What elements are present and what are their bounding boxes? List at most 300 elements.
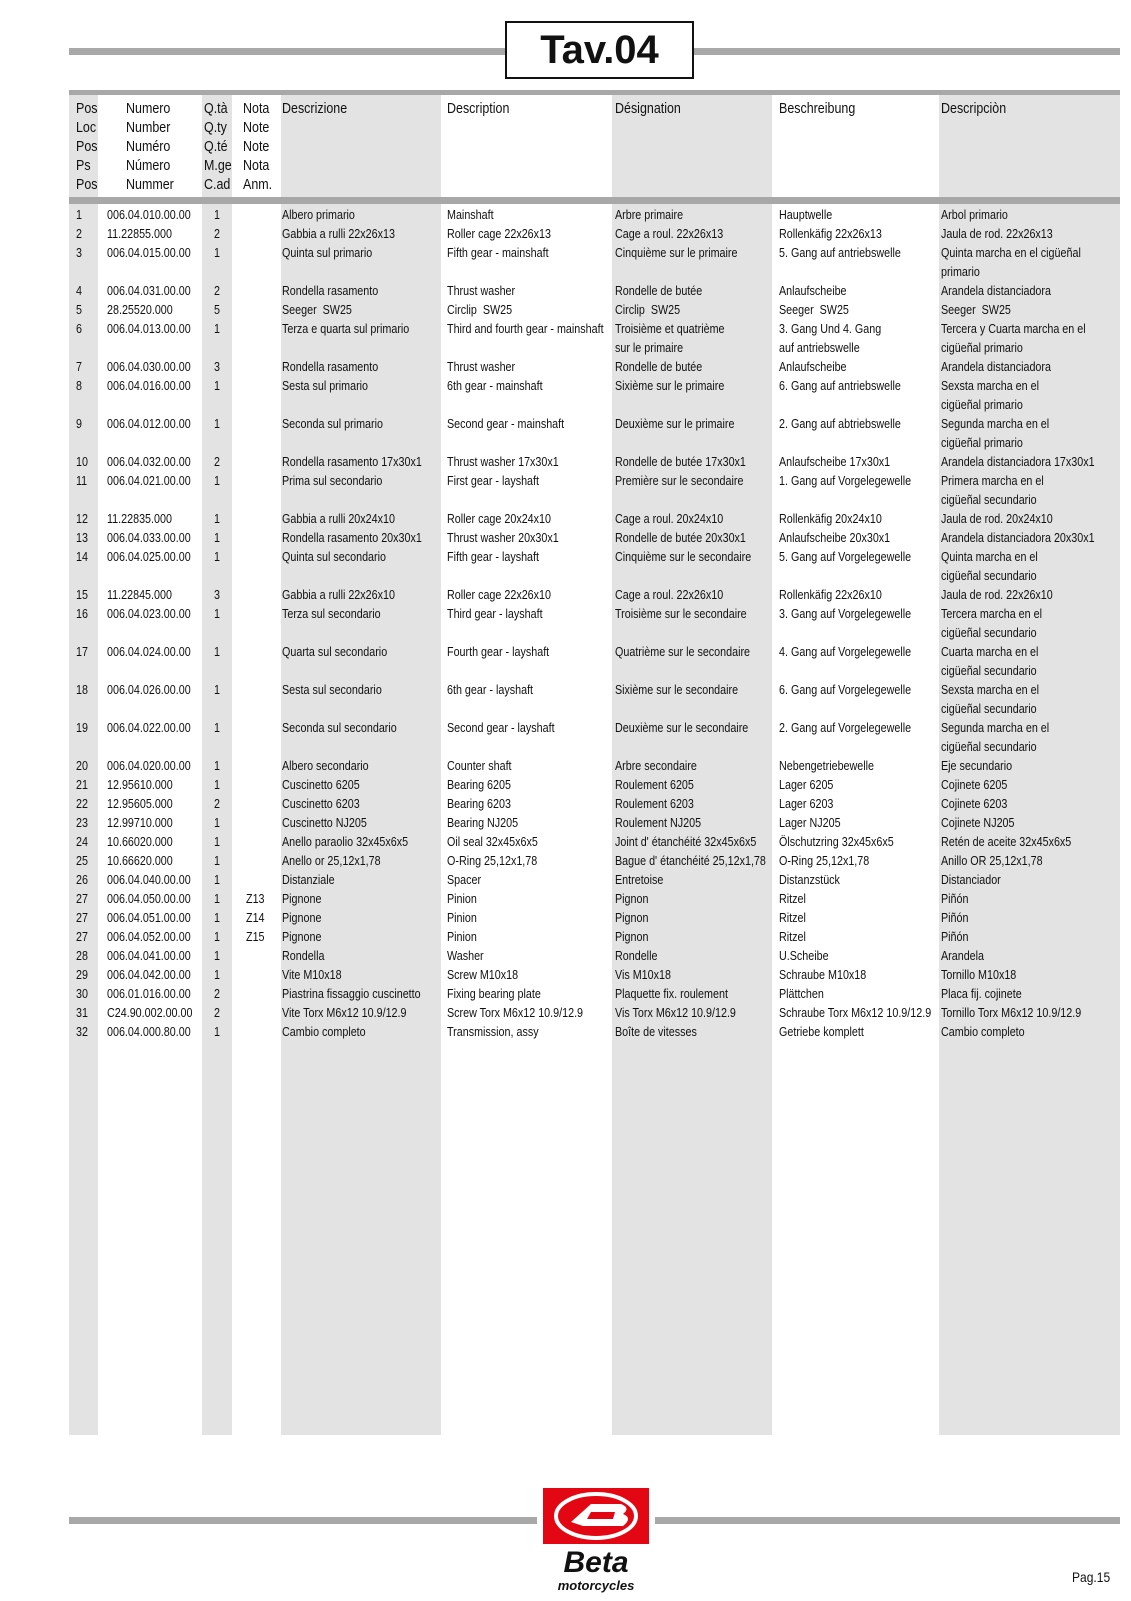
cell-desc-fr: Pignon	[615, 911, 649, 925]
cell-desc-en: Third gear - layshaft	[447, 607, 543, 621]
table-row	[0, 871, 1131, 890]
cell-desc-en: Bearing 6203	[447, 797, 511, 811]
cell-desc-it: Gabbia a rulli 22x26x13	[282, 227, 395, 241]
cell-number: 006.04.016.00.00	[107, 379, 191, 393]
cell-number: 11.22835.000	[107, 512, 172, 526]
cell-desc-en: Counter shaft	[447, 759, 512, 773]
cell-number: 006.04.052.00.00	[107, 930, 191, 944]
cell-desc-it: Seconda sul secondario	[282, 721, 397, 735]
cell-desc-fr: Rondelle de butée 17x30x1	[615, 455, 746, 469]
cell-pos: 27	[76, 930, 88, 944]
cell-pos: 16	[76, 607, 88, 621]
cell-desc-it: Rondella	[282, 949, 325, 963]
cell-desc-de: 6. Gang auf antriebswelle	[779, 379, 901, 393]
cell-qty: 1	[214, 968, 220, 982]
cell-desc-fr: Arbre secondaire	[615, 759, 697, 773]
cell-desc-en: Thrust washer 17x30x1	[447, 455, 559, 469]
cell-desc-fr: Première sur le secondaire	[615, 474, 744, 488]
cell-qty: 1	[214, 550, 220, 564]
cell-pos: 20	[76, 759, 88, 773]
cell-qty: 1	[214, 854, 220, 868]
cell-number: 006.04.021.00.00	[107, 474, 191, 488]
cell-desc-de: Anlaufscheibe 17x30x1	[779, 455, 891, 469]
cell-number: 006.01.016.00.00	[107, 987, 191, 1001]
table-row	[0, 586, 1131, 605]
cell-qty: 1	[214, 721, 220, 735]
cell-desc-it: Vite Torx M6x12 10.9/12.9	[282, 1006, 407, 1020]
cell-number: 006.04.050.00.00	[107, 892, 191, 906]
cell-desc-es: Quinta marcha en el cigüeñal primario	[941, 246, 1081, 279]
cell-number: 006.04.030.00.00	[107, 360, 191, 374]
cell-desc-de: 6. Gang auf Vorgelegewelle	[779, 683, 912, 697]
cell-qty: 2	[214, 797, 220, 811]
cell-number: 006.04.024.00.00	[107, 645, 191, 659]
top-rule-left	[69, 48, 505, 55]
table-row	[0, 548, 1131, 586]
cell-desc-es: Jaula de rod. 22x26x10	[941, 588, 1053, 602]
cell-pos: 19	[76, 721, 88, 735]
page-title: Tav.04	[505, 21, 694, 79]
table-row	[0, 643, 1131, 681]
cell-qty: 3	[214, 588, 220, 602]
cell-number: 006.04.023.00.00	[107, 607, 191, 621]
cell-desc-it: Rondella rasamento 20x30x1	[282, 531, 422, 545]
cell-qty: 1	[214, 892, 220, 906]
cell-qty: 1	[214, 949, 220, 963]
cell-desc-en: Washer	[447, 949, 484, 963]
cell-desc-en: Roller cage 20x24x10	[447, 512, 551, 526]
cell-qty: 2	[214, 227, 220, 241]
cell-desc-fr: Arbre primaire	[615, 208, 684, 222]
cell-desc-en: Screw Torx M6x12 10.9/12.9	[447, 1006, 584, 1020]
cell-pos: 4	[76, 284, 82, 298]
cell-desc-fr: Entretoise	[615, 873, 664, 887]
table-row	[0, 225, 1131, 244]
cell-desc-it: Gabbia a rulli 22x26x10	[282, 588, 395, 602]
cell-pos: 31	[76, 1006, 88, 1020]
cell-qty: 1	[214, 417, 220, 431]
cell-desc-en: Pinion	[447, 892, 477, 906]
cell-desc-it: Terza sul secondario	[282, 607, 381, 621]
cell-desc-fr: Boîte de vitesses	[615, 1025, 697, 1039]
cell-desc-es: Arandela distanciadora	[941, 360, 1051, 374]
cell-desc-es: Distanciador	[941, 873, 1001, 887]
cell-number: 006.04.033.00.00	[107, 531, 191, 545]
cell-number: 28.25520.000	[107, 303, 173, 317]
cell-number: 006.04.025.00.00	[107, 550, 191, 564]
cell-desc-it: Quarta sul secondario	[282, 645, 388, 659]
cell-number: 006.04.051.00.00	[107, 911, 191, 925]
table-row	[0, 244, 1131, 282]
cell-desc-de: O-Ring 25,12x1,78	[779, 854, 870, 868]
cell-number: 006.04.013.00.00	[107, 322, 191, 336]
cell-number: 006.04.022.00.00	[107, 721, 191, 735]
cell-desc-it: Seconda sul primario	[282, 417, 383, 431]
cell-desc-it: Cambio completo	[282, 1025, 366, 1039]
cell-desc-de: Distanzstück	[779, 873, 840, 887]
cell-qty: 1	[214, 607, 220, 621]
cell-qty: 1	[214, 512, 220, 526]
cell-desc-de: U.Scheibe	[779, 949, 829, 963]
cell-desc-fr: Deuxième sur le primaire	[615, 417, 735, 431]
cell-desc-es: Arbol primario	[941, 208, 1008, 222]
cell-desc-de: Ritzel	[779, 930, 806, 944]
table-row	[0, 833, 1131, 852]
cell-qty: 1	[214, 208, 220, 222]
cell-pos: 25	[76, 854, 88, 868]
cell-desc-it: Gabbia a rulli 20x24x10	[282, 512, 395, 526]
cell-desc-en: Fixing bearing plate	[447, 987, 541, 1001]
cell-number: 006.04.012.00.00	[107, 417, 191, 431]
cell-desc-es: Arandela	[941, 949, 985, 963]
table-row	[0, 814, 1131, 833]
cell-desc-fr: Roulement NJ205	[615, 816, 702, 830]
cell-desc-en: O-Ring 25,12x1,78	[447, 854, 538, 868]
cell-desc-en: Fifth gear - mainshaft	[447, 246, 549, 260]
cell-desc-it: Sesta sul primario	[282, 379, 369, 393]
cell-number: 006.04.041.00.00	[107, 949, 191, 963]
table-row	[0, 605, 1131, 643]
cell-desc-en: Screw M10x18	[447, 968, 519, 982]
cell-desc-de: 4. Gang auf Vorgelegewelle	[779, 645, 912, 659]
table-row	[0, 1023, 1131, 1042]
cell-desc-de: Getriebe komplett	[779, 1025, 864, 1039]
cell-desc-de: Rollenkäfig 22x26x10	[779, 588, 882, 602]
cell-desc-en: Spacer	[447, 873, 482, 887]
cell-desc-fr: Rondelle	[615, 949, 658, 963]
cell-desc-en: Thrust washer 20x30x1	[447, 531, 559, 545]
cell-desc-fr: Sixième sur le primaire	[615, 379, 725, 393]
cell-pos: 26	[76, 873, 88, 887]
cell-desc-it: Quinta sul secondario	[282, 550, 386, 564]
cell-number: 006.04.032.00.00	[107, 455, 191, 469]
cell-pos: 18	[76, 683, 88, 697]
cell-desc-de: Ölschutzring 32x45x6x5	[779, 835, 894, 849]
table-row	[0, 681, 1131, 719]
cell-desc-fr: Rondelle de butée	[615, 284, 703, 298]
top-rule-right	[692, 48, 1120, 55]
cell-number: 10.66620.000	[107, 854, 173, 868]
cell-desc-de: 1. Gang auf Vorgelegewelle	[779, 474, 912, 488]
cell-desc-fr: Troisième sur le secondaire	[615, 607, 747, 621]
cell-desc-es: Tornillo Torx M6x12 10.9/12.9	[941, 1006, 1082, 1020]
cell-desc-es: Piñón	[941, 930, 969, 944]
cell-number: 006.04.010.00.00	[107, 208, 191, 222]
cell-qty: 1	[214, 911, 220, 925]
cell-desc-fr: Pignon	[615, 892, 649, 906]
table-row	[0, 985, 1131, 1004]
cell-desc-es: Tercera marcha en el cigüeñal secundario	[941, 607, 1042, 640]
cell-number: 12.99710.000	[107, 816, 173, 830]
cell-desc-de: 5. Gang auf Vorgelegewelle	[779, 550, 912, 564]
cell-desc-fr: Cage a roul. 22x26x10	[615, 588, 724, 602]
page-number: Pag.15	[1072, 1569, 1111, 1585]
cell-desc-en: Fourth gear - layshaft	[447, 645, 550, 659]
cell-desc-fr: Circlip SW25	[615, 303, 681, 317]
cell-qty: 1	[214, 645, 220, 659]
cell-desc-es: Tornillo M10x18	[941, 968, 1017, 982]
cell-desc-es: Jaula de rod. 20x24x10	[941, 512, 1053, 526]
cell-desc-de: Rollenkäfig 22x26x13	[779, 227, 882, 241]
cell-desc-fr: Quatrième sur le secondaire	[615, 645, 751, 659]
cell-desc-de: Schraube Torx M6x12 10.9/12.9	[779, 1006, 932, 1020]
cell-desc-it: Pignone	[282, 911, 322, 925]
logo-brand-text: Beta	[563, 1546, 629, 1579]
cell-desc-it: Cuscinetto 6203	[282, 797, 360, 811]
table-row	[0, 1004, 1131, 1023]
cell-desc-fr: Joint d' étanchéité 32x45x6x5	[615, 835, 757, 849]
cell-qty: 1	[214, 1025, 220, 1039]
cell-desc-de: 3. Gang Und 4. Gang auf antriebswelle	[779, 322, 882, 355]
table-row	[0, 415, 1131, 453]
cell-pos: 6	[76, 322, 82, 336]
cell-pos: 23	[76, 816, 88, 830]
cell-desc-it: Sesta sul secondario	[282, 683, 382, 697]
cell-qty: 2	[214, 455, 220, 469]
cell-desc-de: Ritzel	[779, 911, 806, 925]
beta-logo-icon	[541, 1486, 651, 1596]
header-qty: Q.tà Q.ty Q.té M.ge C.ad	[204, 101, 232, 193]
cell-desc-es: Cojinete NJ205	[941, 816, 1015, 830]
cell-number: 006.04.015.00.00	[107, 246, 191, 260]
cell-desc-it: Cuscinetto NJ205	[282, 816, 367, 830]
cell-desc-fr: Deuxième sur le secondaire	[615, 721, 749, 735]
cell-desc-fr: Cage a roul. 20x24x10	[615, 512, 724, 526]
cell-desc-fr: Pignon	[615, 930, 649, 944]
cell-pos: 22	[76, 797, 88, 811]
cell-desc-en: Thrust washer	[447, 284, 516, 298]
cell-qty: 3	[214, 360, 220, 374]
cell-number: 11.22855.000	[107, 227, 172, 241]
cell-desc-es: Cuarta marcha en el cigüeñal secundario	[941, 645, 1039, 678]
cell-desc-es: Primera marcha en el cigüeñal secundario	[941, 474, 1044, 507]
table-row	[0, 909, 1131, 928]
cell-desc-it: Rondella rasamento	[282, 360, 379, 374]
cell-desc-fr: Troisième et quatrième sur le primaire	[615, 322, 725, 355]
table-row	[0, 453, 1131, 472]
cell-qty: 1	[214, 322, 220, 336]
cell-desc-en: Circlip SW25	[447, 303, 513, 317]
cell-desc-de: 2. Gang auf abtriebswelle	[779, 417, 901, 431]
cell-desc-en: 6th gear - mainshaft	[447, 379, 543, 393]
cell-desc-fr: Plaquette fix. roulement	[615, 987, 728, 1001]
cell-number: 006.04.020.00.00	[107, 759, 191, 773]
cell-desc-de: Ritzel	[779, 892, 806, 906]
header-desc-it: Descrizione	[282, 101, 348, 117]
header-desc-fr: Désignation	[615, 101, 681, 117]
cell-qty: 1	[214, 474, 220, 488]
cell-pos: 21	[76, 778, 88, 792]
cell-desc-it: Seeger SW25	[282, 303, 352, 317]
table-row	[0, 719, 1131, 757]
cell-pos: 1	[76, 208, 82, 222]
table-row	[0, 301, 1131, 320]
cell-desc-it: Rondella rasamento	[282, 284, 379, 298]
cell-desc-de: Rollenkäfig 20x24x10	[779, 512, 882, 526]
cell-desc-en: Pinion	[447, 930, 477, 944]
cell-number: 006.04.000.80.00	[107, 1025, 191, 1039]
cell-desc-en: Bearing NJ205	[447, 816, 519, 830]
cell-desc-es: Cambio completo	[941, 1025, 1025, 1039]
cell-desc-de: Hauptwelle	[779, 208, 833, 222]
cell-desc-de: Nebengetriebewelle	[779, 759, 875, 773]
cell-desc-de: Plättchen	[779, 987, 824, 1001]
cell-pos: 14	[76, 550, 88, 564]
cell-desc-en: 6th gear - layshaft	[447, 683, 534, 697]
cell-pos: 12	[76, 512, 88, 526]
cell-desc-en: Second gear - mainshaft	[447, 417, 565, 431]
cell-pos: 24	[76, 835, 88, 849]
table-row	[0, 795, 1131, 814]
cell-pos: 27	[76, 911, 88, 925]
header-desc-es: Descripciòn	[941, 101, 1007, 117]
cell-pos: 2	[76, 227, 82, 241]
cell-desc-de: Anlaufscheibe	[779, 360, 847, 374]
cell-desc-es: Piñón	[941, 892, 969, 906]
table-row	[0, 358, 1131, 377]
cell-desc-de: Lager 6205	[779, 778, 834, 792]
cell-desc-en: Transmission, assy	[447, 1025, 539, 1039]
table-row	[0, 966, 1131, 985]
cell-desc-en: Thrust washer	[447, 360, 516, 374]
cell-desc-it: Anello paraolio 32x45x6x5	[282, 835, 409, 849]
table-row	[0, 757, 1131, 776]
cell-desc-de: 5. Gang auf antriebswelle	[779, 246, 901, 260]
cell-desc-de: Schraube M10x18	[779, 968, 867, 982]
cell-desc-it: Albero primario	[282, 208, 355, 222]
header-pos: Pos Loc Pos Ps Pos	[76, 101, 98, 193]
cell-desc-de: 3. Gang auf Vorgelegewelle	[779, 607, 912, 621]
cell-pos: 7	[76, 360, 82, 374]
cell-number: 006.04.026.00.00	[107, 683, 191, 697]
cell-note: Z13	[246, 892, 265, 906]
cell-pos: 30	[76, 987, 88, 1001]
cell-desc-en: Fifth gear - layshaft	[447, 550, 540, 564]
header-desc-en: Description	[447, 101, 510, 117]
table-row	[0, 206, 1131, 225]
table-row	[0, 947, 1131, 966]
cell-qty: 2	[214, 284, 220, 298]
header-note: Nota Note Note Nota Anm.	[243, 101, 273, 193]
cell-qty: 1	[214, 683, 220, 697]
cell-desc-en: Bearing 6205	[447, 778, 511, 792]
cell-desc-fr: Vis Torx M6x12 10.9/12.9	[615, 1006, 736, 1020]
cell-desc-en: Oil seal 32x45x6x5	[447, 835, 538, 849]
cell-desc-en: Mainshaft	[447, 208, 494, 222]
cell-note: Z14	[246, 911, 265, 925]
cell-qty: 1	[214, 379, 220, 393]
cell-desc-en: Roller cage 22x26x13	[447, 227, 551, 241]
cell-pos: 13	[76, 531, 88, 545]
cell-desc-fr: Cinquième sur le secondaire	[615, 550, 752, 564]
cell-qty: 1	[214, 930, 220, 944]
cell-desc-es: Cojinete 6205	[941, 778, 1008, 792]
header-separator	[69, 197, 1120, 204]
cell-pos: 29	[76, 968, 88, 982]
cell-qty: 1	[214, 246, 220, 260]
header-top-rule	[69, 90, 1120, 95]
cell-desc-en: First gear - layshaft	[447, 474, 540, 488]
cell-desc-de: Lager NJ205	[779, 816, 841, 830]
header-desc-de: Beschreibung	[779, 101, 856, 117]
cell-desc-it: Quinta sul primario	[282, 246, 373, 260]
cell-desc-en: Pinion	[447, 911, 477, 925]
cell-desc-it: Cuscinetto 6205	[282, 778, 360, 792]
cell-qty: 1	[214, 759, 220, 773]
cell-desc-es: Eje secundario	[941, 759, 1013, 773]
cell-number: 12.95605.000	[107, 797, 173, 811]
cell-qty: 1	[214, 873, 220, 887]
cell-number: 006.04.031.00.00	[107, 284, 191, 298]
table-row	[0, 320, 1131, 358]
cell-desc-es: Sexsta marcha en el cigüeñal primario	[941, 379, 1039, 412]
cell-qty: 1	[214, 816, 220, 830]
cell-number: 006.04.042.00.00	[107, 968, 191, 982]
cell-desc-it: Albero secondario	[282, 759, 369, 773]
cell-desc-fr: Rondelle de butée 20x30x1	[615, 531, 746, 545]
cell-desc-es: Piñón	[941, 911, 969, 925]
table-row	[0, 776, 1131, 795]
cell-desc-fr: Cage a roul. 22x26x13	[615, 227, 724, 241]
cell-number: 006.04.040.00.00	[107, 873, 191, 887]
cell-desc-en: Second gear - layshaft	[447, 721, 555, 735]
cell-pos: 9	[76, 417, 82, 431]
parts-table-body	[0, 206, 1131, 1042]
table-row	[0, 472, 1131, 510]
cell-desc-es: Segunda marcha en el cigüeñal secundario	[941, 721, 1050, 754]
cell-number: C24.90.002.00.00	[107, 1006, 193, 1020]
table-row	[0, 928, 1131, 947]
cell-pos: 15	[76, 588, 88, 602]
cell-desc-es: Arandela distanciadora 17x30x1	[941, 455, 1095, 469]
cell-desc-fr: Rondelle de butée	[615, 360, 703, 374]
cell-pos: 32	[76, 1025, 88, 1039]
cell-number: 11.22845.000	[107, 588, 172, 602]
cell-desc-it: Pignone	[282, 892, 322, 906]
cell-desc-es: Segunda marcha en el cigüeñal primario	[941, 417, 1050, 450]
bottom-rule-right	[655, 1517, 1120, 1524]
logo-sub-text: motorcycles	[557, 1578, 635, 1593]
cell-desc-it: Terza e quarta sul primario	[282, 322, 410, 336]
cell-desc-fr: Bague d' étanchéité 25,12x1,78	[615, 854, 766, 868]
cell-pos: 8	[76, 379, 82, 393]
cell-desc-de: Anlaufscheibe 20x30x1	[779, 531, 891, 545]
cell-desc-es: Jaula de rod. 22x26x13	[941, 227, 1053, 241]
cell-desc-it: Anello or 25,12x1,78	[282, 854, 381, 868]
cell-pos: 3	[76, 246, 82, 260]
beta-logo	[541, 1486, 651, 1601]
cell-desc-fr: Sixième sur le secondaire	[615, 683, 739, 697]
cell-pos: 5	[76, 303, 82, 317]
table-row	[0, 377, 1131, 415]
cell-desc-es: Arandela distanciadora 20x30x1	[941, 531, 1095, 545]
cell-desc-fr: Roulement 6205	[615, 778, 694, 792]
cell-desc-es: Seeger SW25	[941, 303, 1011, 317]
cell-desc-es: Anillo OR 25,12x1,78	[941, 854, 1043, 868]
cell-desc-en: Third and fourth gear - mainshaft	[447, 322, 604, 336]
table-row	[0, 529, 1131, 548]
cell-qty: 2	[214, 1006, 220, 1020]
cell-desc-de: 2. Gang auf Vorgelegewelle	[779, 721, 912, 735]
cell-note: Z15	[246, 930, 265, 944]
table-row	[0, 282, 1131, 301]
cell-pos: 28	[76, 949, 88, 963]
cell-desc-es: Cojinete 6203	[941, 797, 1008, 811]
bottom-rule-left	[69, 1517, 537, 1524]
cell-qty: 2	[214, 987, 220, 1001]
cell-desc-fr: Cinquième sur le primaire	[615, 246, 738, 260]
cell-desc-es: Placa fij. cojinete	[941, 987, 1022, 1001]
